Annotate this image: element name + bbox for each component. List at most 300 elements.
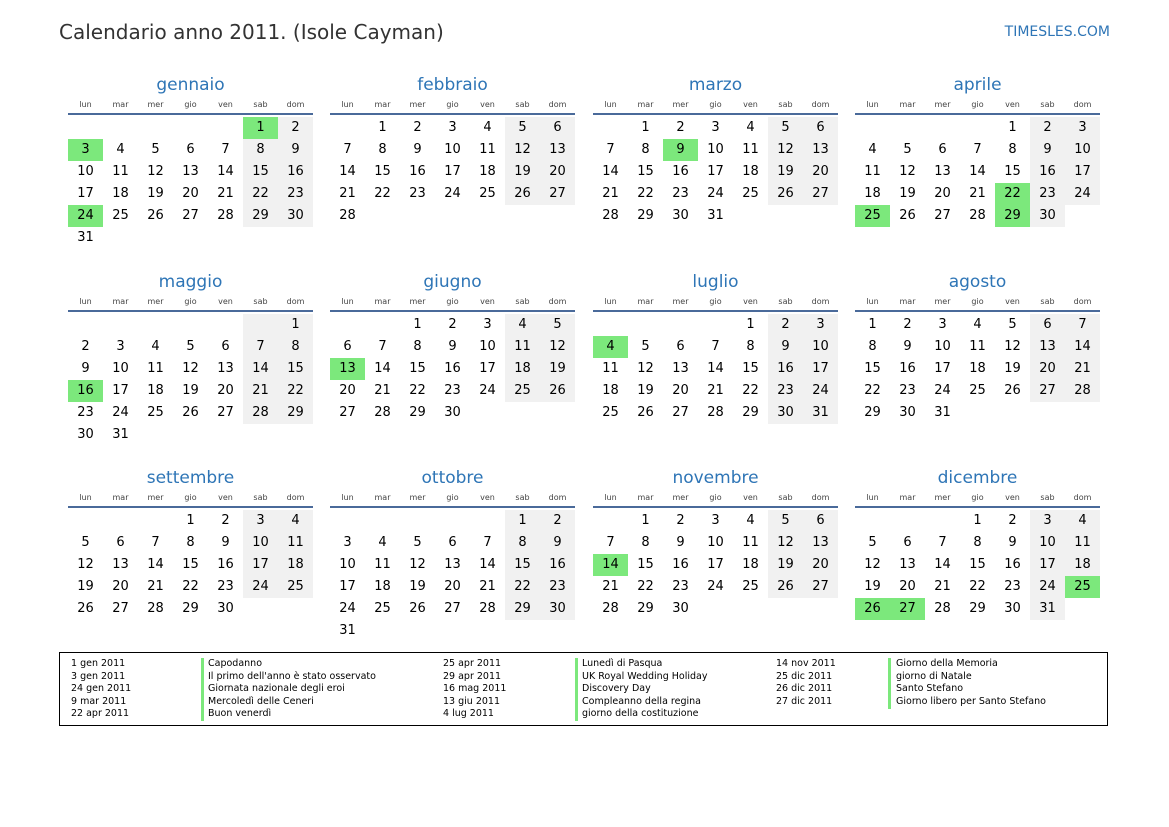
day-cell[interactable]: 7 xyxy=(343,142,352,157)
holiday-day-cell[interactable]: 1 xyxy=(243,117,278,139)
day-cell[interactable]: 16 xyxy=(768,358,803,380)
day-cell[interactable]: 10 xyxy=(1030,532,1065,554)
day-cell[interactable]: 13 xyxy=(540,139,575,161)
day-cell[interactable]: 1 xyxy=(186,513,195,528)
day-cell[interactable]: 15 xyxy=(505,554,540,576)
day-cell[interactable]: 26 xyxy=(540,380,575,402)
day-cell[interactable]: 26 xyxy=(77,601,94,616)
day-cell[interactable]: 3 xyxy=(711,120,720,135)
day-cell[interactable]: 13 xyxy=(444,557,461,572)
day-cell[interactable]: 6 xyxy=(343,339,352,354)
holiday-day-cell[interactable]: 13 xyxy=(330,358,365,380)
day-cell[interactable]: 23 xyxy=(1030,183,1065,205)
day-cell[interactable]: 6 xyxy=(803,117,838,139)
day-cell[interactable]: 12 xyxy=(1004,339,1021,354)
day-cell[interactable]: 26 xyxy=(147,208,164,223)
day-cell[interactable]: 30 xyxy=(278,205,313,227)
day-cell[interactable]: 21 xyxy=(339,186,356,201)
day-cell[interactable]: 15 xyxy=(637,557,654,572)
day-cell[interactable]: 17 xyxy=(707,164,724,179)
holiday-day-cell[interactable]: 27 xyxy=(890,598,925,620)
day-cell[interactable]: 12 xyxy=(768,139,803,161)
day-cell[interactable]: 29 xyxy=(637,208,654,223)
day-cell[interactable]: 1 xyxy=(746,317,755,332)
day-cell[interactable]: 10 xyxy=(77,164,94,179)
day-cell[interactable]: 6 xyxy=(938,142,947,157)
day-cell[interactable]: 4 xyxy=(116,142,125,157)
day-cell[interactable]: 22 xyxy=(243,183,278,205)
day-cell[interactable]: 18 xyxy=(505,358,540,380)
day-cell[interactable]: 7 xyxy=(973,142,982,157)
day-cell[interactable]: 4 xyxy=(378,535,387,550)
day-cell[interactable]: 12 xyxy=(409,557,426,572)
day-cell[interactable]: 14 xyxy=(934,557,951,572)
day-cell[interactable]: 1 xyxy=(641,513,650,528)
day-cell[interactable]: 5 xyxy=(768,510,803,532)
day-cell[interactable]: 2 xyxy=(413,120,422,135)
holiday-day-cell[interactable]: 26 xyxy=(855,598,890,620)
day-cell[interactable]: 18 xyxy=(742,557,759,572)
day-cell[interactable]: 7 xyxy=(938,535,947,550)
day-cell[interactable]: 13 xyxy=(217,361,234,376)
day-cell[interactable]: 26 xyxy=(505,183,540,205)
day-cell[interactable]: 30 xyxy=(899,405,916,420)
day-cell[interactable]: 5 xyxy=(413,535,422,550)
day-cell[interactable]: 14 xyxy=(374,361,391,376)
day-cell[interactable]: 7 xyxy=(606,535,615,550)
day-cell[interactable]: 3 xyxy=(1065,117,1100,139)
day-cell[interactable]: 16 xyxy=(540,554,575,576)
day-cell[interactable]: 27 xyxy=(934,208,951,223)
day-cell[interactable]: 8 xyxy=(505,532,540,554)
day-cell[interactable]: 20 xyxy=(339,383,356,398)
day-cell[interactable]: 16 xyxy=(899,361,916,376)
day-cell[interactable]: 8 xyxy=(641,142,650,157)
day-cell[interactable]: 11 xyxy=(278,532,313,554)
day-cell[interactable]: 28 xyxy=(217,208,234,223)
day-cell[interactable]: 2 xyxy=(1008,513,1017,528)
day-cell[interactable]: 23 xyxy=(409,186,426,201)
day-cell[interactable]: 19 xyxy=(899,186,916,201)
day-cell[interactable]: 6 xyxy=(186,142,195,157)
day-cell[interactable]: 4 xyxy=(278,510,313,532)
day-cell[interactable]: 28 xyxy=(602,208,619,223)
day-cell[interactable]: 1 xyxy=(973,513,982,528)
holiday-day-cell[interactable]: 4 xyxy=(593,336,628,358)
day-cell[interactable]: 21 xyxy=(934,579,951,594)
day-cell[interactable]: 28 xyxy=(1065,380,1100,402)
day-cell[interactable]: 6 xyxy=(803,510,838,532)
day-cell[interactable]: 14 xyxy=(969,164,986,179)
day-cell[interactable]: 12 xyxy=(540,336,575,358)
day-cell[interactable]: 3 xyxy=(243,510,278,532)
day-cell[interactable]: 23 xyxy=(899,383,916,398)
day-cell[interactable]: 27 xyxy=(672,405,689,420)
day-cell[interactable]: 13 xyxy=(182,164,199,179)
day-cell[interactable]: 15 xyxy=(182,557,199,572)
day-cell[interactable]: 2 xyxy=(903,317,912,332)
day-cell[interactable]: 21 xyxy=(243,380,278,402)
day-cell[interactable]: 2 xyxy=(221,513,230,528)
day-cell[interactable]: 25 xyxy=(505,380,540,402)
day-cell[interactable]: 11 xyxy=(479,142,496,157)
day-cell[interactable]: 20 xyxy=(217,383,234,398)
day-cell[interactable]: 29 xyxy=(243,205,278,227)
day-cell[interactable]: 2 xyxy=(540,510,575,532)
day-cell[interactable]: 19 xyxy=(77,579,94,594)
day-cell[interactable]: 22 xyxy=(864,383,881,398)
day-cell[interactable]: 7 xyxy=(243,336,278,358)
day-cell[interactable]: 24 xyxy=(1065,183,1100,205)
day-cell[interactable]: 4 xyxy=(973,317,982,332)
day-cell[interactable]: 11 xyxy=(864,164,881,179)
day-cell[interactable]: 28 xyxy=(147,601,164,616)
day-cell[interactable]: 11 xyxy=(1065,532,1100,554)
day-cell[interactable]: 22 xyxy=(637,186,654,201)
day-cell[interactable]: 20 xyxy=(540,161,575,183)
holiday-day-cell[interactable]: 25 xyxy=(855,205,890,227)
day-cell[interactable]: 13 xyxy=(803,139,838,161)
day-cell[interactable]: 17 xyxy=(707,557,724,572)
day-cell[interactable]: 24 xyxy=(803,380,838,402)
day-cell[interactable]: 1 xyxy=(505,510,540,532)
day-cell[interactable]: 20 xyxy=(899,579,916,594)
day-cell[interactable]: 16 xyxy=(444,361,461,376)
day-cell[interactable]: 27 xyxy=(217,405,234,420)
day-cell[interactable]: 4 xyxy=(746,513,755,528)
day-cell[interactable]: 16 xyxy=(672,164,689,179)
day-cell[interactable]: 10 xyxy=(444,142,461,157)
holiday-day-cell[interactable]: 16 xyxy=(68,380,103,402)
day-cell[interactable]: 2 xyxy=(1030,117,1065,139)
day-cell[interactable]: 14 xyxy=(217,164,234,179)
day-cell[interactable]: 8 xyxy=(1008,142,1017,157)
day-cell[interactable]: 8 xyxy=(746,339,755,354)
day-cell[interactable]: 15 xyxy=(409,361,426,376)
day-cell[interactable]: 20 xyxy=(444,579,461,594)
day-cell[interactable]: 27 xyxy=(339,405,356,420)
day-cell[interactable]: 17 xyxy=(112,383,129,398)
day-cell[interactable]: 18 xyxy=(969,361,986,376)
day-cell[interactable]: 19 xyxy=(182,383,199,398)
day-cell[interactable]: 18 xyxy=(742,164,759,179)
day-cell[interactable]: 30 xyxy=(217,601,234,616)
day-cell[interactable]: 10 xyxy=(1065,139,1100,161)
day-cell[interactable]: 28 xyxy=(374,405,391,420)
day-cell[interactable]: 7 xyxy=(221,142,230,157)
day-cell[interactable]: 9 xyxy=(448,339,457,354)
day-cell[interactable]: 9 xyxy=(1008,535,1017,550)
day-cell[interactable]: 5 xyxy=(768,117,803,139)
day-cell[interactable]: 29 xyxy=(182,601,199,616)
day-cell[interactable]: 15 xyxy=(1004,164,1021,179)
day-cell[interactable]: 4 xyxy=(746,120,755,135)
day-cell[interactable]: 9 xyxy=(903,339,912,354)
day-cell[interactable]: 22 xyxy=(637,579,654,594)
day-cell[interactable]: 5 xyxy=(540,314,575,336)
day-cell[interactable]: 21 xyxy=(217,186,234,201)
day-cell[interactable]: 6 xyxy=(116,535,125,550)
day-cell[interactable]: 20 xyxy=(672,383,689,398)
day-cell[interactable]: 10 xyxy=(707,535,724,550)
day-cell[interactable]: 16 xyxy=(217,557,234,572)
day-cell[interactable]: 27 xyxy=(112,601,129,616)
day-cell[interactable]: 1 xyxy=(413,317,422,332)
day-cell[interactable]: 16 xyxy=(672,557,689,572)
day-cell[interactable]: 3 xyxy=(116,339,125,354)
day-cell[interactable]: 12 xyxy=(77,557,94,572)
day-cell[interactable]: 17 xyxy=(243,554,278,576)
day-cell[interactable]: 2 xyxy=(278,117,313,139)
day-cell[interactable]: 11 xyxy=(602,361,619,376)
day-cell[interactable]: 24 xyxy=(1030,576,1065,598)
day-cell[interactable]: 5 xyxy=(151,142,160,157)
day-cell[interactable]: 22 xyxy=(505,576,540,598)
day-cell[interactable]: 3 xyxy=(448,120,457,135)
day-cell[interactable]: 27 xyxy=(444,601,461,616)
day-cell[interactable]: 5 xyxy=(641,339,650,354)
day-cell[interactable]: 11 xyxy=(147,361,164,376)
day-cell[interactable]: 30 xyxy=(768,402,803,424)
day-cell[interactable]: 1 xyxy=(278,314,313,336)
day-cell[interactable]: 8 xyxy=(278,336,313,358)
day-cell[interactable]: 3 xyxy=(938,317,947,332)
day-cell[interactable]: 4 xyxy=(151,339,160,354)
day-cell[interactable]: 9 xyxy=(278,139,313,161)
day-cell[interactable]: 3 xyxy=(343,535,352,550)
day-cell[interactable]: 19 xyxy=(147,186,164,201)
day-cell[interactable]: 31 xyxy=(112,427,129,442)
day-cell[interactable]: 6 xyxy=(448,535,457,550)
day-cell[interactable]: 18 xyxy=(374,579,391,594)
day-cell[interactable]: 21 xyxy=(602,186,619,201)
day-cell[interactable]: 5 xyxy=(1008,317,1017,332)
day-cell[interactable]: 23 xyxy=(77,405,94,420)
day-cell[interactable]: 21 xyxy=(602,579,619,594)
day-cell[interactable]: 30 xyxy=(444,405,461,420)
day-cell[interactable]: 2 xyxy=(676,120,685,135)
day-cell[interactable]: 26 xyxy=(899,208,916,223)
day-cell[interactable]: 9 xyxy=(1030,139,1065,161)
day-cell[interactable]: 22 xyxy=(278,380,313,402)
day-cell[interactable]: 25 xyxy=(602,405,619,420)
day-cell[interactable]: 25 xyxy=(742,579,759,594)
day-cell[interactable]: 17 xyxy=(934,361,951,376)
day-cell[interactable]: 7 xyxy=(606,142,615,157)
day-cell[interactable]: 17 xyxy=(77,186,94,201)
day-cell[interactable]: 10 xyxy=(112,361,129,376)
day-cell[interactable]: 19 xyxy=(505,161,540,183)
day-cell[interactable]: 8 xyxy=(973,535,982,550)
holiday-day-cell[interactable]: 22 xyxy=(995,183,1030,205)
day-cell[interactable]: 13 xyxy=(899,557,916,572)
day-cell[interactable]: 26 xyxy=(409,601,426,616)
day-cell[interactable]: 7 xyxy=(483,535,492,550)
day-cell[interactable]: 15 xyxy=(864,361,881,376)
day-cell[interactable]: 17 xyxy=(1030,554,1065,576)
day-cell[interactable]: 17 xyxy=(339,579,356,594)
day-cell[interactable]: 23 xyxy=(672,186,689,201)
holiday-day-cell[interactable]: 25 xyxy=(1065,576,1100,598)
day-cell[interactable]: 22 xyxy=(969,579,986,594)
day-cell[interactable]: 21 xyxy=(479,579,496,594)
day-cell[interactable]: 1 xyxy=(378,120,387,135)
day-cell[interactable]: 19 xyxy=(1004,361,1021,376)
day-cell[interactable]: 6 xyxy=(1030,314,1065,336)
day-cell[interactable]: 5 xyxy=(903,142,912,157)
day-cell[interactable]: 6 xyxy=(903,535,912,550)
day-cell[interactable]: 28 xyxy=(707,405,724,420)
day-cell[interactable]: 23 xyxy=(444,383,461,398)
day-cell[interactable]: 15 xyxy=(374,164,391,179)
day-cell[interactable]: 10 xyxy=(934,339,951,354)
day-cell[interactable]: 1 xyxy=(1008,120,1017,135)
day-cell[interactable]: 14 xyxy=(479,557,496,572)
day-cell[interactable]: 14 xyxy=(243,358,278,380)
holiday-day-cell[interactable]: 29 xyxy=(995,205,1030,227)
day-cell[interactable]: 24 xyxy=(243,576,278,598)
holiday-day-cell[interactable]: 24 xyxy=(68,205,103,227)
day-cell[interactable]: 18 xyxy=(479,164,496,179)
day-cell[interactable]: 3 xyxy=(803,314,838,336)
day-cell[interactable]: 19 xyxy=(540,358,575,380)
day-cell[interactable]: 18 xyxy=(278,554,313,576)
day-cell[interactable]: 28 xyxy=(339,208,356,223)
day-cell[interactable]: 16 xyxy=(278,161,313,183)
day-cell[interactable]: 18 xyxy=(602,383,619,398)
day-cell[interactable]: 29 xyxy=(742,405,759,420)
day-cell[interactable]: 6 xyxy=(676,339,685,354)
day-cell[interactable]: 13 xyxy=(803,532,838,554)
day-cell[interactable]: 17 xyxy=(803,358,838,380)
day-cell[interactable]: 29 xyxy=(278,402,313,424)
day-cell[interactable]: 7 xyxy=(151,535,160,550)
brand-link[interactable]: TIMESLES.COM xyxy=(1004,24,1110,40)
day-cell[interactable]: 3 xyxy=(711,513,720,528)
day-cell[interactable]: 31 xyxy=(803,402,838,424)
day-cell[interactable]: 31 xyxy=(1030,598,1065,620)
day-cell[interactable]: 30 xyxy=(540,598,575,620)
day-cell[interactable]: 25 xyxy=(278,576,313,598)
day-cell[interactable]: 4 xyxy=(868,142,877,157)
day-cell[interactable]: 24 xyxy=(707,579,724,594)
day-cell[interactable]: 27 xyxy=(540,183,575,205)
day-cell[interactable]: 30 xyxy=(672,601,689,616)
day-cell[interactable]: 9 xyxy=(540,532,575,554)
day-cell[interactable]: 12 xyxy=(637,361,654,376)
day-cell[interactable]: 5 xyxy=(505,117,540,139)
day-cell[interactable]: 23 xyxy=(217,579,234,594)
day-cell[interactable]: 18 xyxy=(864,186,881,201)
day-cell[interactable]: 4 xyxy=(483,120,492,135)
day-cell[interactable]: 20 xyxy=(1030,358,1065,380)
day-cell[interactable]: 24 xyxy=(112,405,129,420)
day-cell[interactable]: 23 xyxy=(278,183,313,205)
day-cell[interactable]: 10 xyxy=(243,532,278,554)
day-cell[interactable]: 20 xyxy=(934,186,951,201)
day-cell[interactable]: 31 xyxy=(934,405,951,420)
day-cell[interactable]: 4 xyxy=(1065,510,1100,532)
day-cell[interactable]: 8 xyxy=(378,142,387,157)
day-cell[interactable]: 27 xyxy=(1030,380,1065,402)
day-cell[interactable]: 6 xyxy=(221,339,230,354)
day-cell[interactable]: 19 xyxy=(768,161,803,183)
day-cell[interactable]: 18 xyxy=(147,383,164,398)
day-cell[interactable]: 11 xyxy=(969,339,986,354)
day-cell[interactable]: 4 xyxy=(505,314,540,336)
day-cell[interactable]: 11 xyxy=(742,535,759,550)
day-cell[interactable]: 23 xyxy=(768,380,803,402)
day-cell[interactable]: 5 xyxy=(81,535,90,550)
day-cell[interactable]: 25 xyxy=(479,186,496,201)
day-cell[interactable]: 15 xyxy=(278,358,313,380)
day-cell[interactable]: 29 xyxy=(505,598,540,620)
day-cell[interactable]: 15 xyxy=(969,557,986,572)
holiday-day-cell[interactable]: 3 xyxy=(68,139,103,161)
day-cell[interactable]: 1 xyxy=(641,120,650,135)
day-cell[interactable]: 3 xyxy=(483,317,492,332)
day-cell[interactable]: 20 xyxy=(803,554,838,576)
day-cell[interactable]: 23 xyxy=(540,576,575,598)
day-cell[interactable]: 25 xyxy=(147,405,164,420)
day-cell[interactable]: 25 xyxy=(374,601,391,616)
day-cell[interactable]: 12 xyxy=(147,164,164,179)
day-cell[interactable]: 7 xyxy=(378,339,387,354)
day-cell[interactable]: 2 xyxy=(448,317,457,332)
day-cell[interactable]: 9 xyxy=(81,361,90,376)
day-cell[interactable]: 7 xyxy=(1065,314,1100,336)
day-cell[interactable]: 21 xyxy=(707,383,724,398)
day-cell[interactable]: 24 xyxy=(707,186,724,201)
day-cell[interactable]: 31 xyxy=(707,208,724,223)
day-cell[interactable]: 17 xyxy=(479,361,496,376)
day-cell[interactable]: 13 xyxy=(112,557,129,572)
day-cell[interactable]: 14 xyxy=(1065,336,1100,358)
day-cell[interactable]: 17 xyxy=(444,164,461,179)
day-cell[interactable]: 23 xyxy=(1004,579,1021,594)
day-cell[interactable]: 25 xyxy=(112,208,129,223)
day-cell[interactable]: 30 xyxy=(1030,205,1065,227)
day-cell[interactable]: 26 xyxy=(637,405,654,420)
day-cell[interactable]: 7 xyxy=(711,339,720,354)
day-cell[interactable]: 10 xyxy=(707,142,724,157)
day-cell[interactable]: 26 xyxy=(1004,383,1021,398)
holiday-day-cell[interactable]: 9 xyxy=(663,139,698,161)
day-cell[interactable]: 8 xyxy=(413,339,422,354)
day-cell[interactable]: 29 xyxy=(409,405,426,420)
day-cell[interactable]: 21 xyxy=(1065,358,1100,380)
day-cell[interactable]: 14 xyxy=(602,164,619,179)
day-cell[interactable]: 30 xyxy=(77,427,94,442)
day-cell[interactable]: 12 xyxy=(899,164,916,179)
day-cell[interactable]: 2 xyxy=(81,339,90,354)
day-cell[interactable]: 8 xyxy=(641,535,650,550)
day-cell[interactable]: 29 xyxy=(637,601,654,616)
day-cell[interactable]: 19 xyxy=(637,383,654,398)
day-cell[interactable]: 20 xyxy=(112,579,129,594)
day-cell[interactable]: 2 xyxy=(768,314,803,336)
day-cell[interactable]: 28 xyxy=(602,601,619,616)
day-cell[interactable]: 28 xyxy=(934,601,951,616)
day-cell[interactable]: 28 xyxy=(969,208,986,223)
day-cell[interactable]: 24 xyxy=(479,383,496,398)
day-cell[interactable]: 27 xyxy=(182,208,199,223)
day-cell[interactable]: 31 xyxy=(339,623,356,638)
day-cell[interactable]: 28 xyxy=(243,402,278,424)
day-cell[interactable]: 17 xyxy=(1065,161,1100,183)
day-cell[interactable]: 22 xyxy=(182,579,199,594)
holiday-day-cell[interactable]: 14 xyxy=(593,554,628,576)
